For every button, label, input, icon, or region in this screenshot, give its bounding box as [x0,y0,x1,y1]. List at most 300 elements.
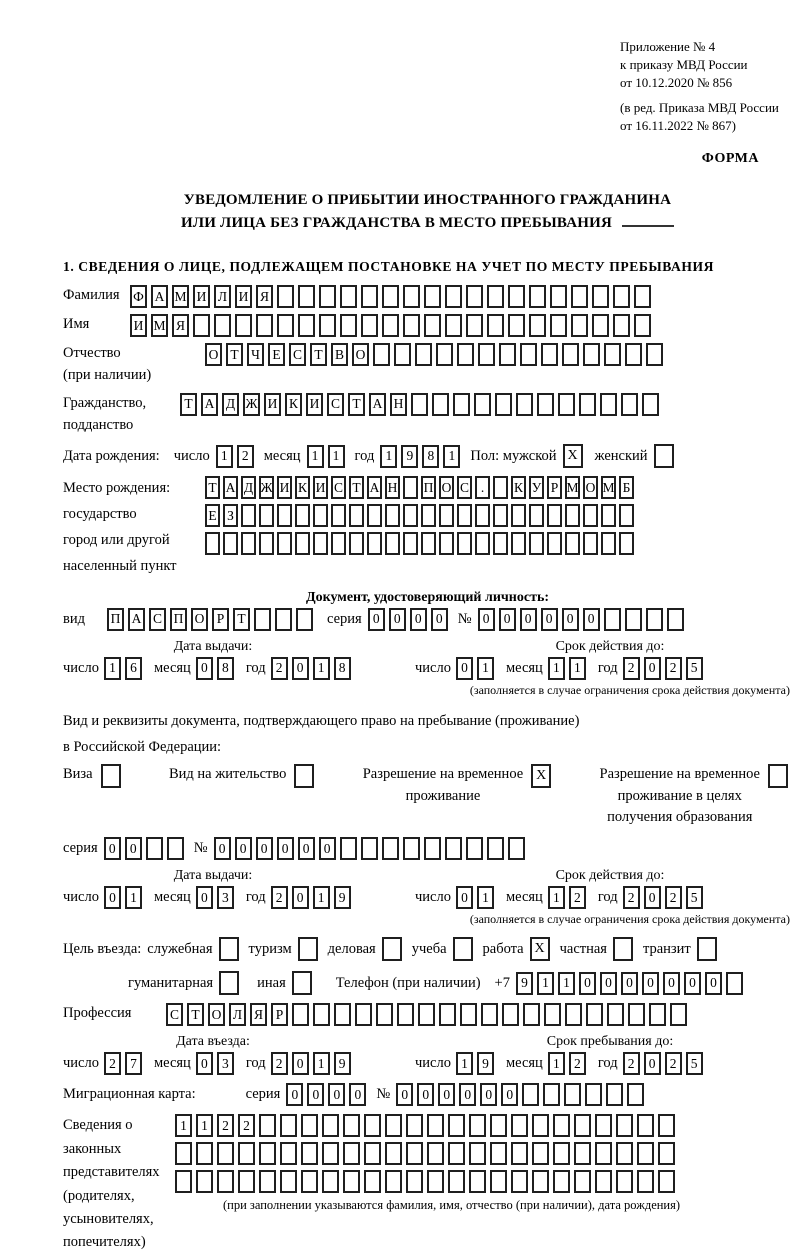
char-cell[interactable]: 0 [579,972,596,995]
char-cell[interactable] [658,1142,675,1165]
char-cell[interactable] [481,1003,498,1026]
char-cell[interactable] [529,504,544,527]
char-cell[interactable] [606,1083,623,1106]
char-cell[interactable] [421,504,436,527]
char-cell[interactable]: 0 [684,972,701,995]
char-cell[interactable] [196,1170,213,1193]
char-cell[interactable]: 0 [459,1083,476,1106]
char-cell[interactable] [403,476,418,499]
char-cell[interactable]: 0 [438,1083,455,1106]
char-cell[interactable] [571,314,588,337]
char-cell[interactable]: 0 [396,1083,413,1106]
char-cell[interactable] [445,314,462,337]
char-cell[interactable]: 1 [307,445,324,468]
char-cell[interactable] [532,1142,549,1165]
char-cell[interactable] [322,1170,339,1193]
char-cell[interactable] [394,343,411,366]
char-cell[interactable]: 1 [548,1052,565,1075]
char-cell[interactable]: О [208,1003,225,1026]
char-cell[interactable] [349,504,364,527]
char-cell[interactable]: 2 [623,886,640,909]
char-cell[interactable]: О [352,343,369,366]
char-cell[interactable]: Я [256,285,273,308]
char-cell[interactable] [532,1170,549,1193]
char-cell[interactable] [495,393,512,416]
char-cell[interactable] [621,393,638,416]
char-cell[interactable]: Т [205,476,220,499]
char-cell[interactable] [565,1003,582,1026]
char-cell[interactable]: 2 [569,1052,586,1075]
char-cell[interactable] [217,1170,234,1193]
char-cell[interactable] [445,285,462,308]
purpose-tourism-checkbox[interactable] [298,937,318,961]
char-cell[interactable]: 0 [705,972,722,995]
char-cell[interactable]: Я [250,1003,267,1026]
char-cell[interactable] [543,1083,560,1106]
char-cell[interactable]: А [128,608,145,631]
char-cell[interactable] [432,393,449,416]
char-cell[interactable] [511,1170,528,1193]
char-cell[interactable]: К [511,476,526,499]
char-cell[interactable]: Н [385,476,400,499]
char-cell[interactable] [259,504,274,527]
char-cell[interactable]: 1 [313,886,330,909]
char-cell[interactable]: 2 [665,886,682,909]
char-cell[interactable] [726,972,743,995]
char-cell[interactable] [280,1142,297,1165]
char-cell[interactable]: Т [180,393,197,416]
char-cell[interactable] [493,504,508,527]
char-cell[interactable] [457,532,472,555]
char-cell[interactable] [550,314,567,337]
char-cell[interactable] [427,1142,444,1165]
char-cell[interactable] [607,1003,624,1026]
char-cell[interactable] [490,1170,507,1193]
char-cell[interactable] [313,1003,330,1026]
char-cell[interactable] [601,532,616,555]
char-cell[interactable]: Е [268,343,285,366]
char-cell[interactable]: 0 [125,837,142,860]
char-cell[interactable]: 1 [313,1052,330,1075]
char-cell[interactable] [583,504,598,527]
char-cell[interactable] [558,393,575,416]
char-cell[interactable]: 1 [569,657,586,680]
char-cell[interactable]: 1 [175,1114,192,1137]
char-cell[interactable]: Д [241,476,256,499]
char-cell[interactable]: 5 [686,886,703,909]
char-cell[interactable] [502,1003,519,1026]
char-cell[interactable] [553,1114,570,1137]
char-cell[interactable] [367,532,382,555]
char-cell[interactable]: А [367,476,382,499]
char-cell[interactable] [457,504,472,527]
char-cell[interactable]: 0 [196,886,213,909]
char-cell[interactable] [367,504,382,527]
char-cell[interactable] [319,285,336,308]
char-cell[interactable]: 0 [663,972,680,995]
char-cell[interactable]: 0 [196,1052,213,1075]
char-cell[interactable]: С [331,476,346,499]
char-cell[interactable] [175,1142,192,1165]
char-cell[interactable] [595,1142,612,1165]
char-cell[interactable] [592,285,609,308]
char-cell[interactable] [448,1142,465,1165]
char-cell[interactable]: 0 [214,837,231,860]
char-cell[interactable] [382,285,399,308]
char-cell[interactable] [637,1170,654,1193]
char-cell[interactable]: 9 [477,1052,494,1075]
char-cell[interactable]: Я [172,314,189,337]
char-cell[interactable]: М [151,314,168,337]
char-cell[interactable] [385,504,400,527]
char-cell[interactable]: О [583,476,598,499]
char-cell[interactable]: 0 [644,886,661,909]
char-cell[interactable]: 0 [196,657,213,680]
char-cell[interactable]: Т [310,343,327,366]
char-cell[interactable] [301,1114,318,1137]
char-cell[interactable] [487,837,504,860]
char-cell[interactable] [205,532,220,555]
char-cell[interactable]: 0 [501,1083,518,1106]
char-cell[interactable]: И [235,285,252,308]
char-cell[interactable]: 2 [271,657,288,680]
char-cell[interactable]: М [172,285,189,308]
char-cell[interactable] [499,343,516,366]
char-cell[interactable] [313,504,328,527]
char-cell[interactable] [167,837,184,860]
char-cell[interactable] [553,1142,570,1165]
char-cell[interactable] [613,314,630,337]
char-cell[interactable]: 0 [277,837,294,860]
char-cell[interactable] [585,1083,602,1106]
char-cell[interactable] [529,285,546,308]
char-cell[interactable]: М [565,476,580,499]
char-cell[interactable]: 0 [644,1052,661,1075]
char-cell[interactable]: С [149,608,166,631]
char-cell[interactable] [301,1170,318,1193]
char-cell[interactable]: О [205,343,222,366]
char-cell[interactable] [565,532,580,555]
char-cell[interactable]: Ч [247,343,264,366]
char-cell[interactable] [421,532,436,555]
char-cell[interactable]: 1 [477,886,494,909]
char-cell[interactable]: С [289,343,306,366]
char-cell[interactable]: 0 [292,657,309,680]
char-cell[interactable]: 0 [410,608,427,631]
char-cell[interactable]: 0 [292,1052,309,1075]
char-cell[interactable] [564,1083,581,1106]
char-cell[interactable] [541,343,558,366]
char-cell[interactable]: 1 [216,445,233,468]
char-cell[interactable] [529,532,544,555]
char-cell[interactable]: Б [619,476,634,499]
char-cell[interactable] [670,1003,687,1026]
char-cell[interactable]: 0 [328,1083,345,1106]
char-cell[interactable] [235,314,252,337]
char-cell[interactable]: 0 [520,608,537,631]
char-cell[interactable] [604,608,621,631]
char-cell[interactable]: 0 [235,837,252,860]
char-cell[interactable] [511,1142,528,1165]
char-cell[interactable]: 0 [104,886,121,909]
char-cell[interactable] [277,504,292,527]
char-cell[interactable]: Ж [243,393,260,416]
char-cell[interactable]: 2 [238,1114,255,1137]
char-cell[interactable]: 1 [125,886,142,909]
char-cell[interactable] [532,1114,549,1137]
char-cell[interactable] [487,314,504,337]
char-cell[interactable]: 8 [217,657,234,680]
char-cell[interactable] [574,1142,591,1165]
char-cell[interactable] [385,1170,402,1193]
char-cell[interactable] [439,532,454,555]
char-cell[interactable] [634,314,651,337]
char-cell[interactable]: И [277,476,292,499]
char-cell[interactable]: 2 [104,1052,121,1075]
char-cell[interactable] [343,1114,360,1137]
char-cell[interactable]: 9 [334,886,351,909]
char-cell[interactable]: А [201,393,218,416]
char-cell[interactable] [343,1170,360,1193]
char-cell[interactable] [298,285,315,308]
char-cell[interactable]: Т [348,393,365,416]
char-cell[interactable]: 1 [328,445,345,468]
char-cell[interactable]: 7 [125,1052,142,1075]
char-cell[interactable]: 9 [401,445,418,468]
char-cell[interactable] [322,1142,339,1165]
char-cell[interactable] [277,314,294,337]
char-cell[interactable]: 0 [583,608,600,631]
char-cell[interactable]: М [601,476,616,499]
char-cell[interactable]: 0 [600,972,617,995]
char-cell[interactable] [637,1142,654,1165]
char-cell[interactable] [397,1003,414,1026]
char-cell[interactable]: 0 [644,657,661,680]
char-cell[interactable] [616,1170,633,1193]
char-cell[interactable]: И [306,393,323,416]
char-cell[interactable]: 0 [621,972,638,995]
char-cell[interactable] [520,343,537,366]
char-cell[interactable] [238,1170,255,1193]
char-cell[interactable] [424,314,441,337]
char-cell[interactable] [493,532,508,555]
purpose-business-checkbox[interactable] [382,937,402,961]
char-cell[interactable]: К [295,476,310,499]
char-cell[interactable] [658,1170,675,1193]
char-cell[interactable]: 1 [548,657,565,680]
char-cell[interactable] [277,285,294,308]
char-cell[interactable] [403,285,420,308]
char-cell[interactable] [537,393,554,416]
char-cell[interactable] [619,532,634,555]
char-cell[interactable] [595,1114,612,1137]
char-cell[interactable]: 1 [313,657,330,680]
char-cell[interactable] [427,1114,444,1137]
char-cell[interactable] [319,314,336,337]
char-cell[interactable]: 1 [537,972,554,995]
char-cell[interactable] [511,504,526,527]
char-cell[interactable]: 0 [478,608,495,631]
char-cell[interactable] [259,1114,276,1137]
char-cell[interactable] [592,314,609,337]
visa-checkbox[interactable] [101,764,121,788]
char-cell[interactable] [523,1003,540,1026]
char-cell[interactable] [547,504,562,527]
char-cell[interactable] [574,1114,591,1137]
char-cell[interactable] [427,1170,444,1193]
char-cell[interactable] [403,532,418,555]
char-cell[interactable]: О [439,476,454,499]
char-cell[interactable]: 0 [349,1083,366,1106]
char-cell[interactable] [474,393,491,416]
char-cell[interactable]: С [457,476,472,499]
char-cell[interactable] [406,1170,423,1193]
char-cell[interactable]: А [369,393,386,416]
char-cell[interactable] [217,1142,234,1165]
char-cell[interactable]: 3 [217,1052,234,1075]
char-cell[interactable]: 9 [516,972,533,995]
temp-residence-checkbox[interactable]: X [531,764,551,788]
char-cell[interactable]: Л [214,285,231,308]
char-cell[interactable] [241,532,256,555]
char-cell[interactable] [280,1170,297,1193]
char-cell[interactable] [382,837,399,860]
char-cell[interactable]: 1 [196,1114,213,1137]
char-cell[interactable] [616,1114,633,1137]
char-cell[interactable] [193,314,210,337]
char-cell[interactable]: 2 [623,1052,640,1075]
char-cell[interactable] [403,504,418,527]
char-cell[interactable] [295,532,310,555]
purpose-transit-checkbox[interactable] [697,937,717,961]
char-cell[interactable] [583,343,600,366]
char-cell[interactable] [511,1114,528,1137]
char-cell[interactable] [487,285,504,308]
char-cell[interactable] [373,343,390,366]
char-cell[interactable] [637,1114,654,1137]
char-cell[interactable] [340,837,357,860]
char-cell[interactable]: 0 [541,608,558,631]
char-cell[interactable]: 0 [562,608,579,631]
char-cell[interactable] [277,532,292,555]
char-cell[interactable]: 2 [623,657,640,680]
char-cell[interactable] [411,393,428,416]
char-cell[interactable]: 0 [642,972,659,995]
char-cell[interactable] [196,1142,213,1165]
char-cell[interactable]: 1 [443,445,460,468]
char-cell[interactable]: В [331,343,348,366]
char-cell[interactable]: С [327,393,344,416]
char-cell[interactable]: П [421,476,436,499]
purpose-official-checkbox[interactable] [219,937,239,961]
char-cell[interactable]: 2 [665,657,682,680]
char-cell[interactable]: 0 [417,1083,434,1106]
char-cell[interactable]: Ф [130,285,147,308]
char-cell[interactable] [571,285,588,308]
char-cell[interactable] [628,1003,645,1026]
char-cell[interactable]: О [191,608,208,631]
char-cell[interactable] [254,608,271,631]
char-cell[interactable]: Ж [259,476,274,499]
char-cell[interactable]: И [193,285,210,308]
char-cell[interactable]: 1 [380,445,397,468]
char-cell[interactable] [453,393,470,416]
char-cell[interactable] [490,1114,507,1137]
char-cell[interactable] [322,1114,339,1137]
char-cell[interactable]: 1 [548,886,565,909]
char-cell[interactable]: 0 [480,1083,497,1106]
char-cell[interactable] [340,314,357,337]
char-cell[interactable] [574,1170,591,1193]
char-cell[interactable]: З [223,504,238,527]
char-cell[interactable] [667,608,684,631]
char-cell[interactable] [364,1142,381,1165]
char-cell[interactable] [424,837,441,860]
char-cell[interactable]: И [130,314,147,337]
char-cell[interactable] [646,608,663,631]
char-cell[interactable] [445,837,462,860]
char-cell[interactable]: 1 [477,657,494,680]
gender-female-checkbox[interactable] [654,444,674,468]
purpose-study-checkbox[interactable] [453,937,473,961]
char-cell[interactable]: С [166,1003,183,1026]
char-cell[interactable]: 1 [456,1052,473,1075]
char-cell[interactable] [256,314,273,337]
char-cell[interactable] [475,504,490,527]
char-cell[interactable]: 6 [125,657,142,680]
temp-residence-edu-checkbox[interactable] [768,764,788,788]
char-cell[interactable] [355,1003,372,1026]
char-cell[interactable]: Р [547,476,562,499]
char-cell[interactable]: 1 [104,657,121,680]
char-cell[interactable]: 3 [217,886,234,909]
char-cell[interactable] [634,285,651,308]
char-cell[interactable] [259,1142,276,1165]
char-cell[interactable] [658,1114,675,1137]
char-cell[interactable] [406,1114,423,1137]
char-cell[interactable]: Т [349,476,364,499]
char-cell[interactable] [403,837,420,860]
char-cell[interactable] [214,314,231,337]
char-cell[interactable]: 2 [569,886,586,909]
char-cell[interactable] [562,343,579,366]
char-cell[interactable] [223,532,238,555]
char-cell[interactable] [600,393,617,416]
char-cell[interactable]: 2 [665,1052,682,1075]
char-cell[interactable] [424,285,441,308]
char-cell[interactable]: 8 [334,657,351,680]
char-cell[interactable] [241,504,256,527]
purpose-work-checkbox[interactable]: X [530,937,550,961]
char-cell[interactable] [583,532,598,555]
char-cell[interactable] [511,532,526,555]
char-cell[interactable] [301,1142,318,1165]
char-cell[interactable]: 0 [256,837,273,860]
char-cell[interactable]: Р [212,608,229,631]
char-cell[interactable] [625,343,642,366]
char-cell[interactable]: А [223,476,238,499]
char-cell[interactable] [466,837,483,860]
char-cell[interactable] [613,285,630,308]
char-cell[interactable]: Т [226,343,243,366]
char-cell[interactable] [280,1114,297,1137]
char-cell[interactable] [448,1114,465,1137]
char-cell[interactable]: 0 [389,608,406,631]
char-cell[interactable]: Р [271,1003,288,1026]
char-cell[interactable] [601,504,616,527]
char-cell[interactable] [642,393,659,416]
char-cell[interactable]: 2 [237,445,254,468]
